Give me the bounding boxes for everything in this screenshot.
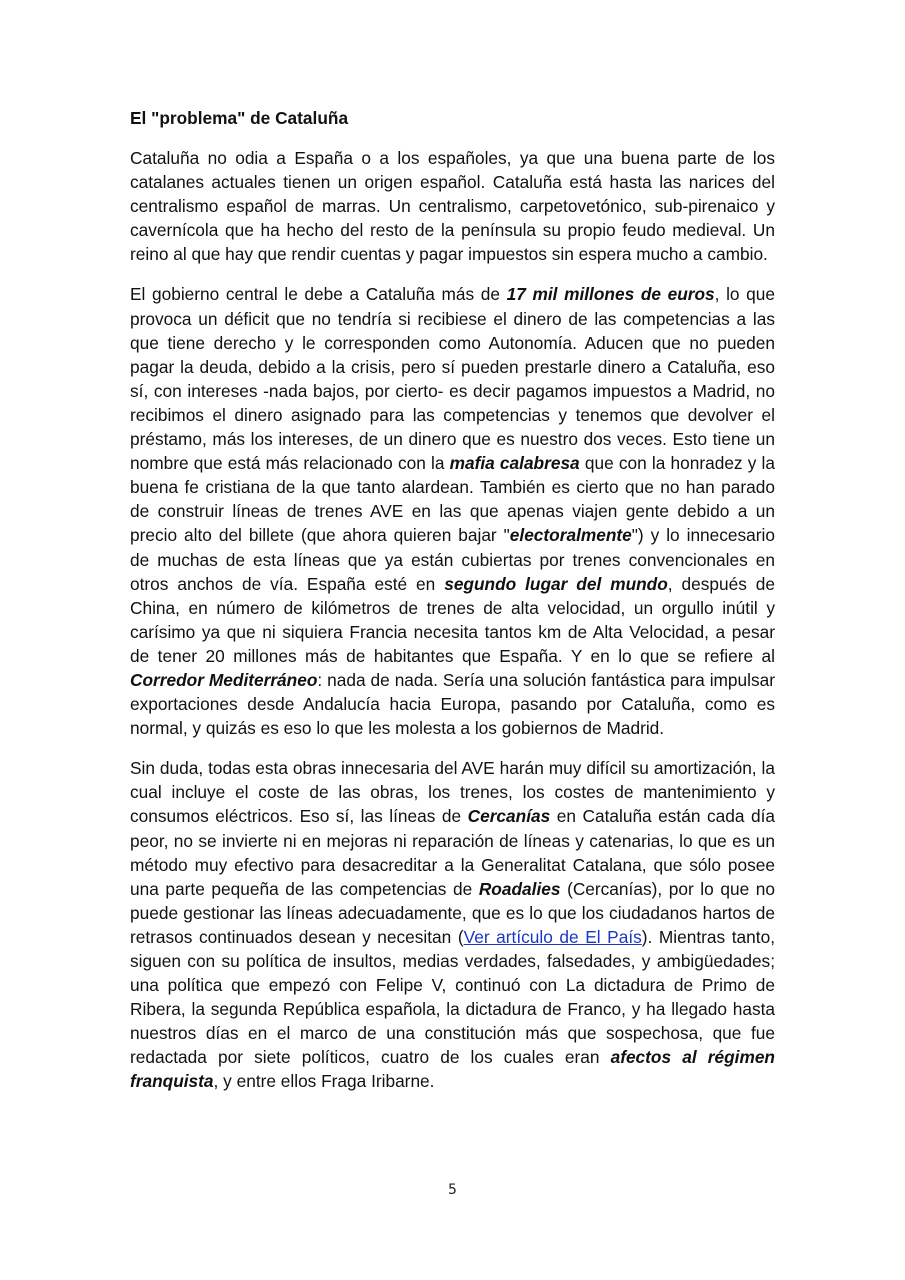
body-text: en Cataluña están cada día peor, no se invierte ni en mejoras ni reparación de líneas y catenarias, lo que es un método muy efectivo para desacreditar a la Generalitat Catalana, que sólo posee una parte pequeña de las competencias de (130, 806, 775, 899)
emphasis-text: Corredor Mediterráneo (130, 669, 318, 690)
page-number: 5 (448, 1182, 457, 1198)
body-text: , y entre ellos Fraga Iribarne. (213, 1071, 435, 1092)
body-text: Sin duda, todas esta obras innecesaria del AVE harán muy difícil su amortización, la cual incluye el coste de las obras, los trenes, los costes de mantenimiento y consumos eléctricos. Eso sí, las líneas de (130, 758, 775, 827)
body-text: (Cercanías), por lo que no puede gestionar las líneas adecuadamente, que es lo que los ciudadanos hartos de retrasos continuados desean y necesitan ( (130, 878, 775, 947)
body-text: ") y lo innecesario de muchas de esta líneas que ya están cubiertas por trenes convencionales en otros anchos de vía. España esté en (130, 525, 775, 594)
emphasis-text: segundo lugar del mundo (444, 573, 668, 594)
emphasis-text: 17 mil millones de euros (506, 284, 715, 305)
paragraph-1 (130, 146, 775, 266)
paragraph-3 (130, 756, 775, 1093)
document-body (130, 146, 775, 1094)
body-text: , lo que provoca un déficit que no tendría si recibiese el dinero de las competencias a las que tiene derecho y le corresponden como Autonomía. Aducen que no pueden pagar la deuda, debido a la crisis, pero sí pueden prestarle dinero a Cataluña, eso sí, con intereses -nada bajos, por cierto- es decir pagamos impuestos a Madrid, no recibimos el dinero asignado para las competencias y tenemos que devolver el préstamo, más los intereses, de un dinero que es nuestro dos veces. Esto tiene un nombre que está más relacionado con la (130, 284, 776, 474)
emphasis-text: afectos al régimen franquista (130, 1047, 775, 1092)
document-page (130, 106, 775, 1110)
emphasis-text: electoralmente (509, 525, 632, 546)
section-title: El "problema" de Cataluña (130, 108, 349, 128)
emphasis-text: mafia calabresa (449, 453, 580, 474)
body-text: El gobierno central le debe a Cataluña más de (130, 284, 507, 305)
body-text: : nada de nada. Sería una solución fantástica para impulsar exportaciones desde Andalucía hacia Europa, pasando por Cataluña, como es normal, y quizás es eso lo que les molesta a los gobiernos de Madrid. (130, 669, 775, 739)
body-text: , después de China, en número de kilómetros de trenes de alta velocidad, un orgullo inútil y carísimo ya que ni siquiera Francia necesita tantos km de Alta Velocidad, a pesar de tener 20 millones más de habitantes que España. Y en lo que se refiere al (130, 573, 776, 666)
body-text: ). Mientras tanto, siguen con su política de insultos, medias verdades, falsedades, y ambigüedades; una política que empezó con Felipe V, continuó con La dictadura de Primo de Ribera, la segunda República española, la dictadura de Franco, y ha llegado hasta nuestros días en el marco de una constitución más que sospechosa, que fue redactada por siete políticos, cuatro de los cuales eran (130, 926, 775, 1068)
body-text: que con la honradez y la buena fe cristiana de la que tanto alardean. También es cierto que no han parado de construir líneas de trenes AVE en las que apenas viajen gente debido a un precio alto del billete (que ahora quieren bajar " (130, 453, 776, 546)
emphasis-text: Roadalies (478, 878, 561, 899)
el-pais-article-link[interactable]: Ver artículo de El País (463, 926, 642, 947)
paragraph-2 (130, 282, 775, 740)
emphasis-text: Cercanías (467, 806, 551, 827)
body-text: Cataluña no odia a España o a los españoles, ya que una buena parte de los catalanes actuales tienen un origen español. Cataluña está hasta las narices del centralismo español de marras. Un centralismo, carpetovetónico, sub-pirenaico y cavernícola que ha hecho del resto de la península su propio feudo medieval. Un reino al que hay que rendir cuentas y pagar impuestos sin espera mucho a cambio. (130, 148, 775, 265)
